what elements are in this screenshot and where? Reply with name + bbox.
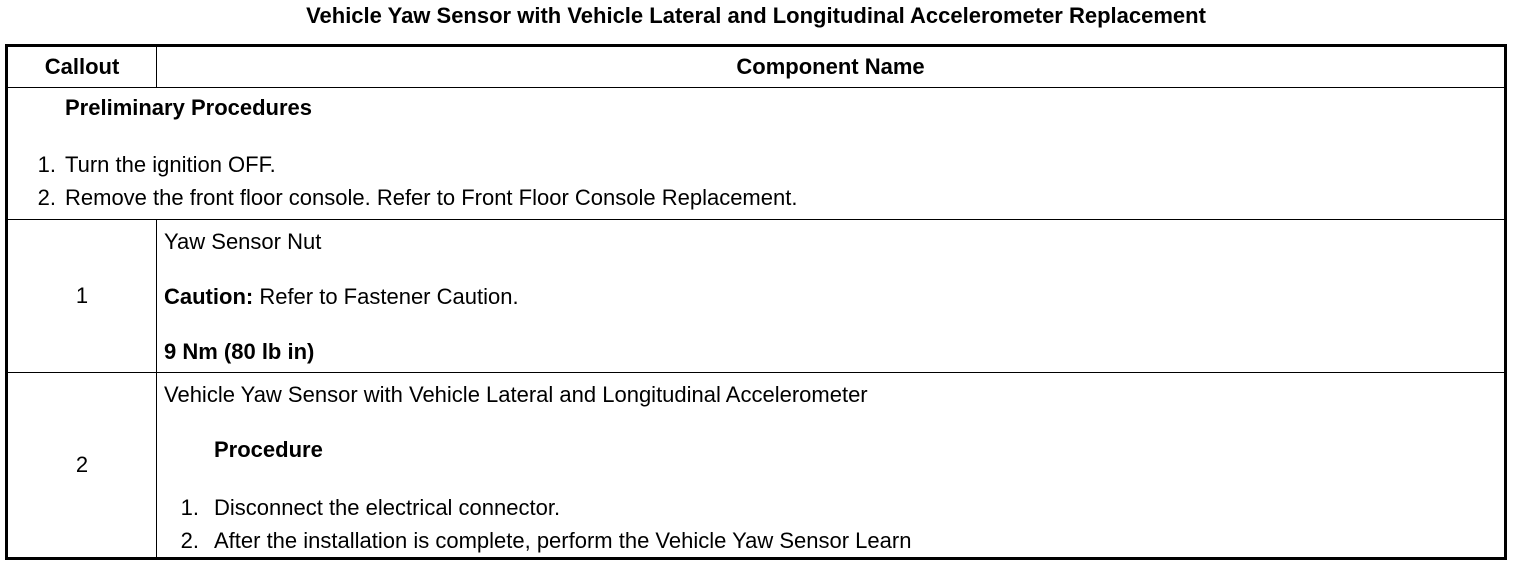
list-item [164, 491, 1504, 524]
component-cell [157, 373, 1506, 559]
step-text: Remove the front floor console. Refer to Front Floor Console Replacement. [65, 185, 798, 210]
caution-note [164, 283, 1504, 311]
preliminary-procedures-cell [7, 88, 1506, 220]
preliminary-row [7, 88, 1506, 220]
list-item [8, 181, 1504, 214]
step-text: Disconnect the electrical connector. [214, 495, 561, 520]
torque-spec: 9 Nm (80 lb in) [164, 339, 315, 364]
page-title: Vehicle Yaw Sensor with Vehicle Lateral and Longitudinal Accelerometer Replacement [306, 3, 1206, 28]
callout-number: 2 [7, 373, 157, 559]
procedure-steps-list [164, 491, 1504, 557]
component-name: Yaw Sensor Nut [164, 229, 322, 254]
list-item [164, 524, 1504, 557]
preliminary-procedures-heading: Preliminary Procedures [65, 95, 313, 120]
component-cell [157, 220, 1506, 373]
preliminary-steps-list [8, 148, 1504, 214]
table-header-row [7, 46, 1506, 88]
component-name-column-header: Component Name [157, 46, 1506, 88]
table-row [7, 373, 1506, 559]
caution-label: Caution: [164, 284, 254, 309]
step-number: 2. [180, 528, 199, 553]
step-number: 2. [37, 185, 56, 210]
component-name: Vehicle Yaw Sensor with Vehicle Lateral and Longitudinal Accelerometer [164, 382, 868, 407]
callout-number: 1 [7, 220, 157, 373]
table-row [7, 220, 1506, 373]
procedure-heading: Procedure [214, 437, 323, 462]
list-item [8, 148, 1504, 181]
step-text: After the installation is complete, perform the Vehicle Yaw Sensor Learn [214, 528, 912, 553]
step-number: 1. [180, 495, 199, 520]
procedure-table [5, 44, 1507, 560]
callout-column-header: Callout [7, 46, 157, 88]
step-text: Turn the ignition OFF. [65, 152, 276, 177]
step-number: 1. [37, 152, 56, 177]
caution-text: Refer to Fastener Caution. [253, 284, 519, 309]
